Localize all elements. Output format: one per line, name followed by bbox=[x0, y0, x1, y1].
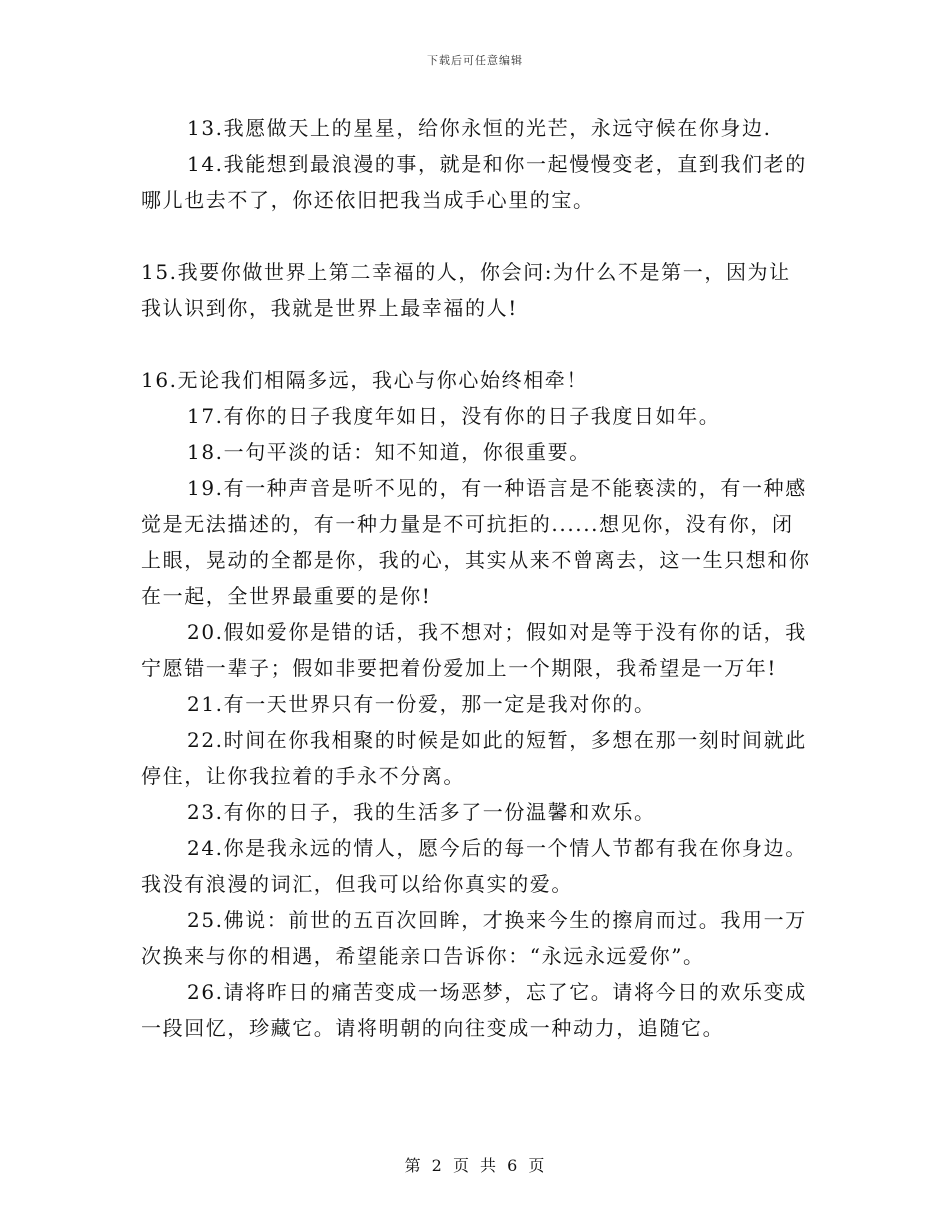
paragraph-24: 24.你是我永远的情人，愿今后的每一个情人节都有我在你身边。我没有浪漫的词汇，但我可以给你真实的爱。 bbox=[141, 836, 807, 896]
paragraph-22: 22.时间在你我相聚的时候是如此的短暂，多想在那一刻时间就此停住，让你我拉着的手永不分离。 bbox=[141, 728, 807, 788]
paragraph-17: 17.有你的日子我度年如日，没有你的日子我度日如年。 bbox=[187, 404, 721, 428]
paragraph-16: 16.无论我们相隔多远，我心与你心始终相牵！ bbox=[141, 368, 589, 392]
paragraph-14: 14.我能想到最浪漫的事，就是和你一起慢慢变老，直到我们老的哪儿也去不了，你还依旧把我当成手心里的宝。 bbox=[141, 152, 807, 212]
paragraph-26: 26.请将昨日的痛苦变成一场恶梦，忘了它。请将今日的欢乐变成一段回忆，珍藏它。请将明朝的向往变成一种动力，追随它。 bbox=[141, 980, 807, 1040]
paragraph-20: 20.假如爱你是错的话，我不想对；假如对是等于没有你的话，我宁愿错一辈子；假如非要把着份爱加上一个期限，我希望是一万年! bbox=[141, 620, 807, 680]
paragraph-23: 23.有你的日子，我的生活多了一份温馨和欢乐。 bbox=[187, 800, 656, 824]
page-number-footer: 第 2 页 共 6 页 bbox=[404, 1156, 546, 1175]
page-header: 下载后可任意编辑 bbox=[427, 54, 523, 67]
paragraph-19: 19.有一种声音是听不见的，有一种语言是不能亵渎的，有一种感觉是无法描述的，有一种力量是不可抗拒的......想见你，没有你，闭上眼，晃动的全都是你，我的心，其实从来不曾离去，这一生只想和你在一起，全世界最重要的是你! bbox=[141, 476, 811, 608]
document-body bbox=[141, 110, 811, 1046]
paragraph-13: 13.我愿做天上的星星，给你永恒的光芒，永远守候在你身边. bbox=[187, 116, 772, 140]
paragraph-25: 25.佛说：前世的五百次回眸，才换来今生的擦肩而过。我用一万次换来与你的相遇，希望能亲口告诉你：“永远永远爱你”。 bbox=[141, 908, 807, 968]
paragraph-15: 15.我要你做世界上第二幸福的人，你会问:为什么不是第一，因为让我认识到你，我就是世界上最幸福的人! bbox=[141, 260, 791, 320]
paragraph-18: 18.一句平淡的话：知不知道，你很重要。 bbox=[187, 440, 591, 464]
paragraph-21: 21.有一天世界只有一份爱，那一定是我对你的。 bbox=[187, 692, 656, 716]
